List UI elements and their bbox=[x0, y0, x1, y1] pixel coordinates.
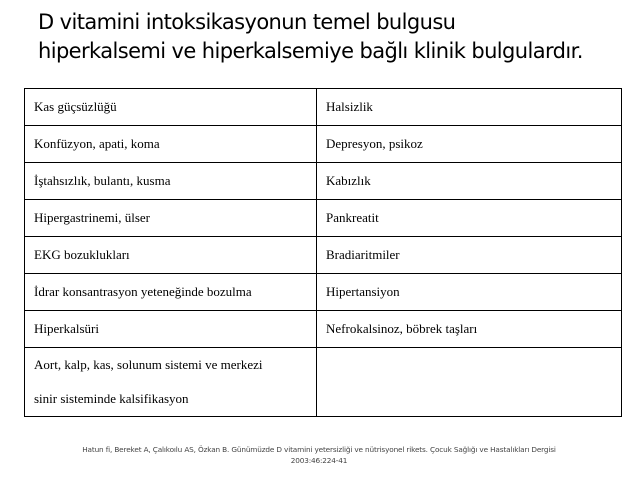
table-cell-right: Hipertansiyon bbox=[317, 274, 622, 311]
table-row bbox=[25, 89, 622, 126]
table-cell-right: Pankreatit bbox=[317, 200, 622, 237]
table-cell-right: Kabızlık bbox=[317, 163, 622, 200]
citation-footnote bbox=[20, 444, 618, 466]
table-row bbox=[25, 274, 622, 311]
clinical-findings-table bbox=[24, 88, 622, 417]
table-cell-left: Konfüzyon, apati, koma bbox=[25, 126, 317, 163]
table-cell-line: sinir sisteminde kalsifikasyon bbox=[34, 391, 189, 406]
table-row bbox=[25, 348, 622, 417]
slide-title-line-1: D vitamini intoksikasyonun temel bulgusu bbox=[38, 10, 456, 34]
table-cell-right: Bradiaritmiler bbox=[317, 237, 622, 274]
table-cell-right: Nefrokalsinoz, böbrek taşları bbox=[317, 311, 622, 348]
table-cell-left: Hipergastrinemi, ülser bbox=[25, 200, 317, 237]
table-cell-left bbox=[25, 348, 317, 417]
table-cell-left: EKG bozuklukları bbox=[25, 237, 317, 274]
table-row bbox=[25, 200, 622, 237]
table-cell-left: Hiperkalsüri bbox=[25, 311, 317, 348]
table-cell-left: İdrar konsantrasyon yeteneğinde bozulma bbox=[25, 274, 317, 311]
table-cell-line: Aort, kalp, kas, solunum sistemi ve merkezi bbox=[34, 357, 263, 372]
table-cell-right-empty bbox=[317, 348, 622, 417]
table-cell-left: İştahsızlık, bulantı, kusma bbox=[25, 163, 317, 200]
table-row bbox=[25, 237, 622, 274]
table-cell-right: Halsizlik bbox=[317, 89, 622, 126]
table-row bbox=[25, 163, 622, 200]
slide-title-line-2: hiperkalsemi ve hiperkalsemiye bağlı klinik bulgulardır. bbox=[38, 39, 583, 63]
table-row bbox=[25, 311, 622, 348]
citation-line-1: Hatun fi, Bereket A, Çalıkoılu AS, Özkan B. Günümüzde D vitamini yetersizliği ve nütrisyonel rikets. Çocuk Sağlığı ve Hastalıkları Dergisi bbox=[82, 445, 556, 454]
table-cell-left: Kas güçsüzlüğü bbox=[25, 89, 317, 126]
table-row bbox=[25, 126, 622, 163]
slide-title bbox=[38, 8, 633, 66]
citation-line-2: 2003:46:224-41 bbox=[290, 456, 348, 465]
table-cell-right: Depresyon, psikoz bbox=[317, 126, 622, 163]
